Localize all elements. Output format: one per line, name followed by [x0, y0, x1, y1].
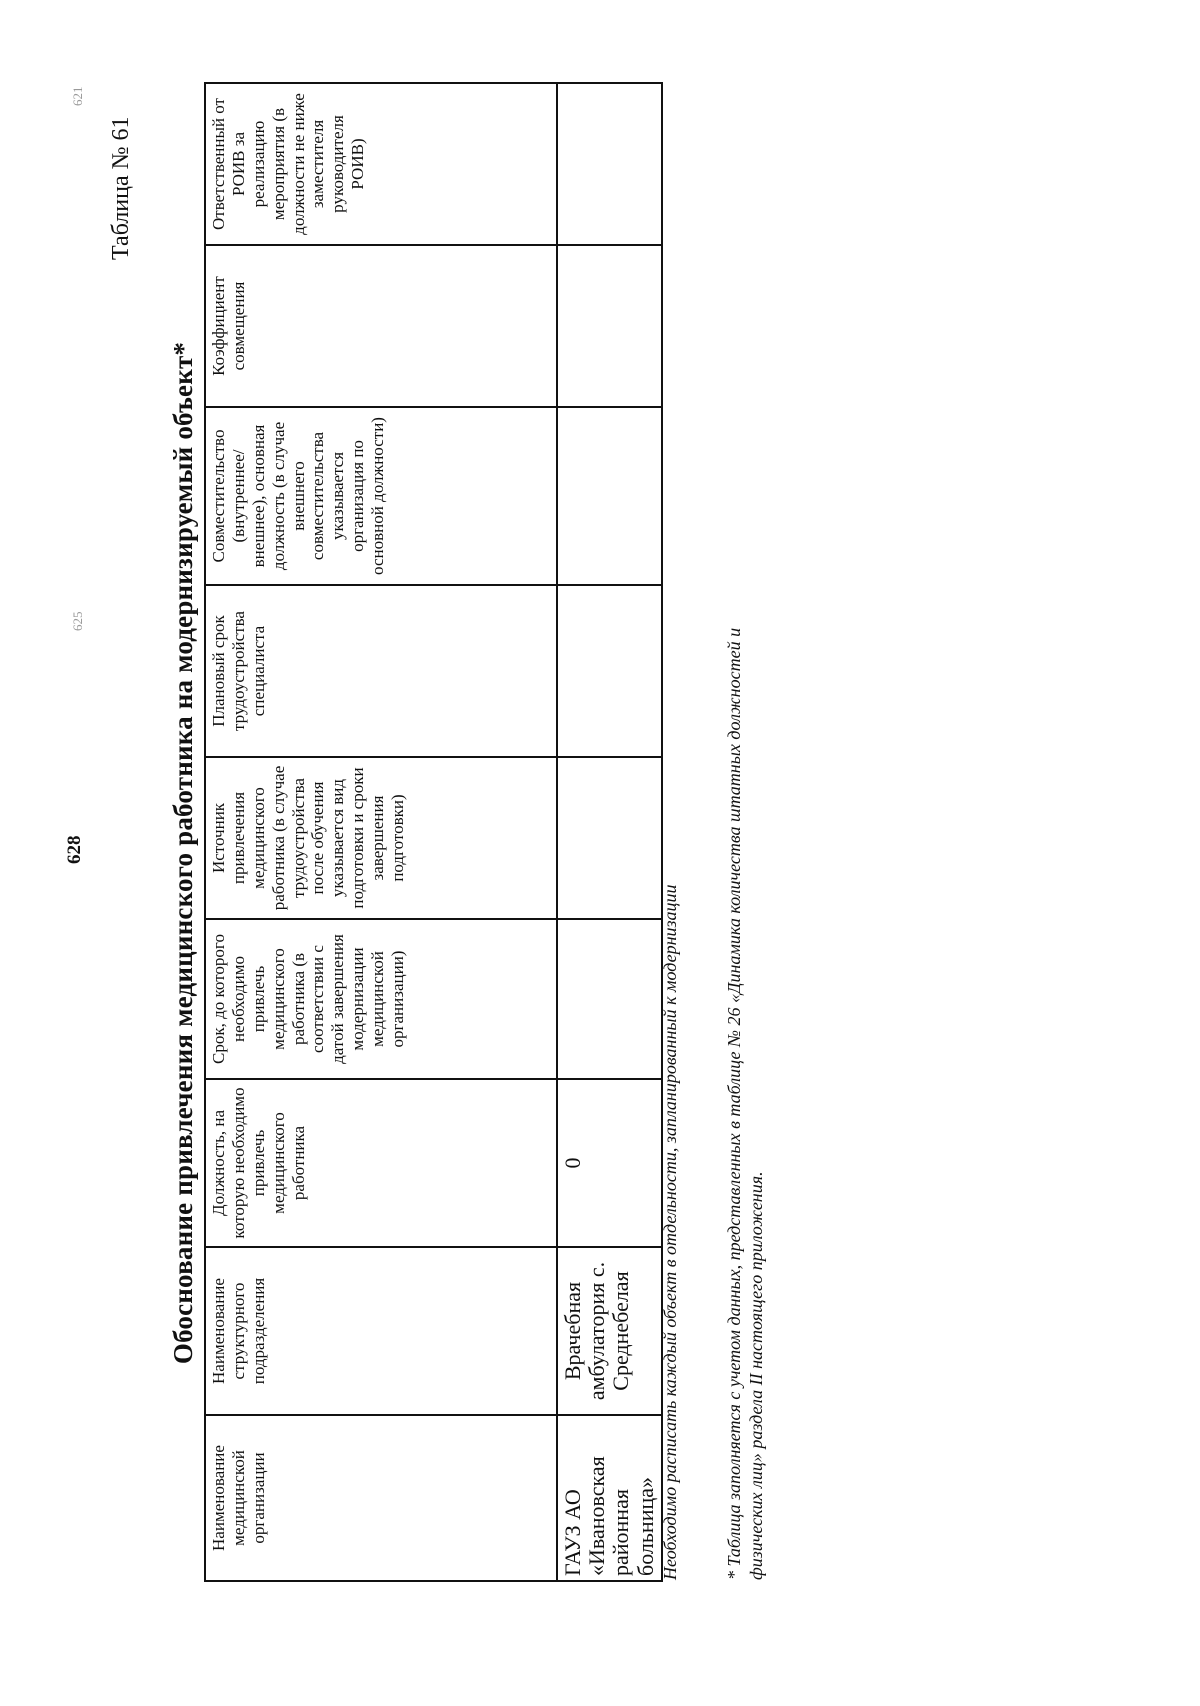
header-cell-planned-date: Плановый срок трудоустройства специалиста — [205, 585, 557, 757]
header-cell-responsible: Ответственный от РОИВ за реализацию мероприятия (в должности не ниже заместителя руководителя РОИВ) — [205, 83, 557, 245]
data-table — [204, 82, 663, 1582]
page-number: 628 — [64, 835, 85, 864]
cell-subdivision: Врачебная амбулатория с. Среднебелая — [557, 1247, 662, 1415]
scan-mark: 621 — [70, 86, 85, 106]
cell-planned-date — [557, 585, 662, 757]
table-header-row — [205, 83, 557, 1581]
cell-deadline — [557, 919, 662, 1079]
header-cell-deadline: Срок, до которого необходимо привлечь медицинского работника (в соответствии с датой завершения модернизации медицинской организации) — [205, 919, 557, 1079]
cell-position: 0 — [557, 1079, 662, 1247]
table-row — [557, 83, 662, 1581]
cell-organization: ГАУЗ АО «Ивановская районная больница» — [557, 1415, 662, 1581]
header-cell-subdivision: Наименование структурного подразделения — [205, 1247, 557, 1415]
table-footnote: * Таблица заполняется с учетом данных, представленных в таблице № 26 «Динамика количества штатных должностей и физических лиц» раздела II настоящего приложения. — [724, 627, 766, 1580]
table-note: Необходимо расписать каждый объект в отдельности, запланированный к модернизации — [660, 884, 680, 1580]
scan-mark: 625 — [70, 611, 85, 631]
header-cell-position: Должность, на которую необходимо привлечь медицинского работника — [205, 1079, 557, 1247]
header-cell-source: Источник привлечения медицинского работника (в случае трудоустройства после обучения указывается вид подготовки и сроки завершения подготовки) — [205, 757, 557, 919]
header-cell-organization: Наименование медицинской организации — [205, 1415, 557, 1581]
cell-source — [557, 757, 662, 919]
cell-responsible — [557, 83, 662, 245]
header-cell-combination: Совместительство (внутреннее/ внешнее), основная должность (в случае внешнего совместительства указывается организация по основной должности) — [205, 407, 557, 585]
cell-coefficient — [557, 245, 662, 407]
document-title: Обоснование привлечения медицинского работника на модернизируемый объект* — [168, 341, 198, 1365]
table-number: Таблица № 61 — [108, 116, 134, 260]
cell-combination — [557, 407, 662, 585]
header-cell-coefficient: Коэффициент совмещения — [205, 245, 557, 407]
